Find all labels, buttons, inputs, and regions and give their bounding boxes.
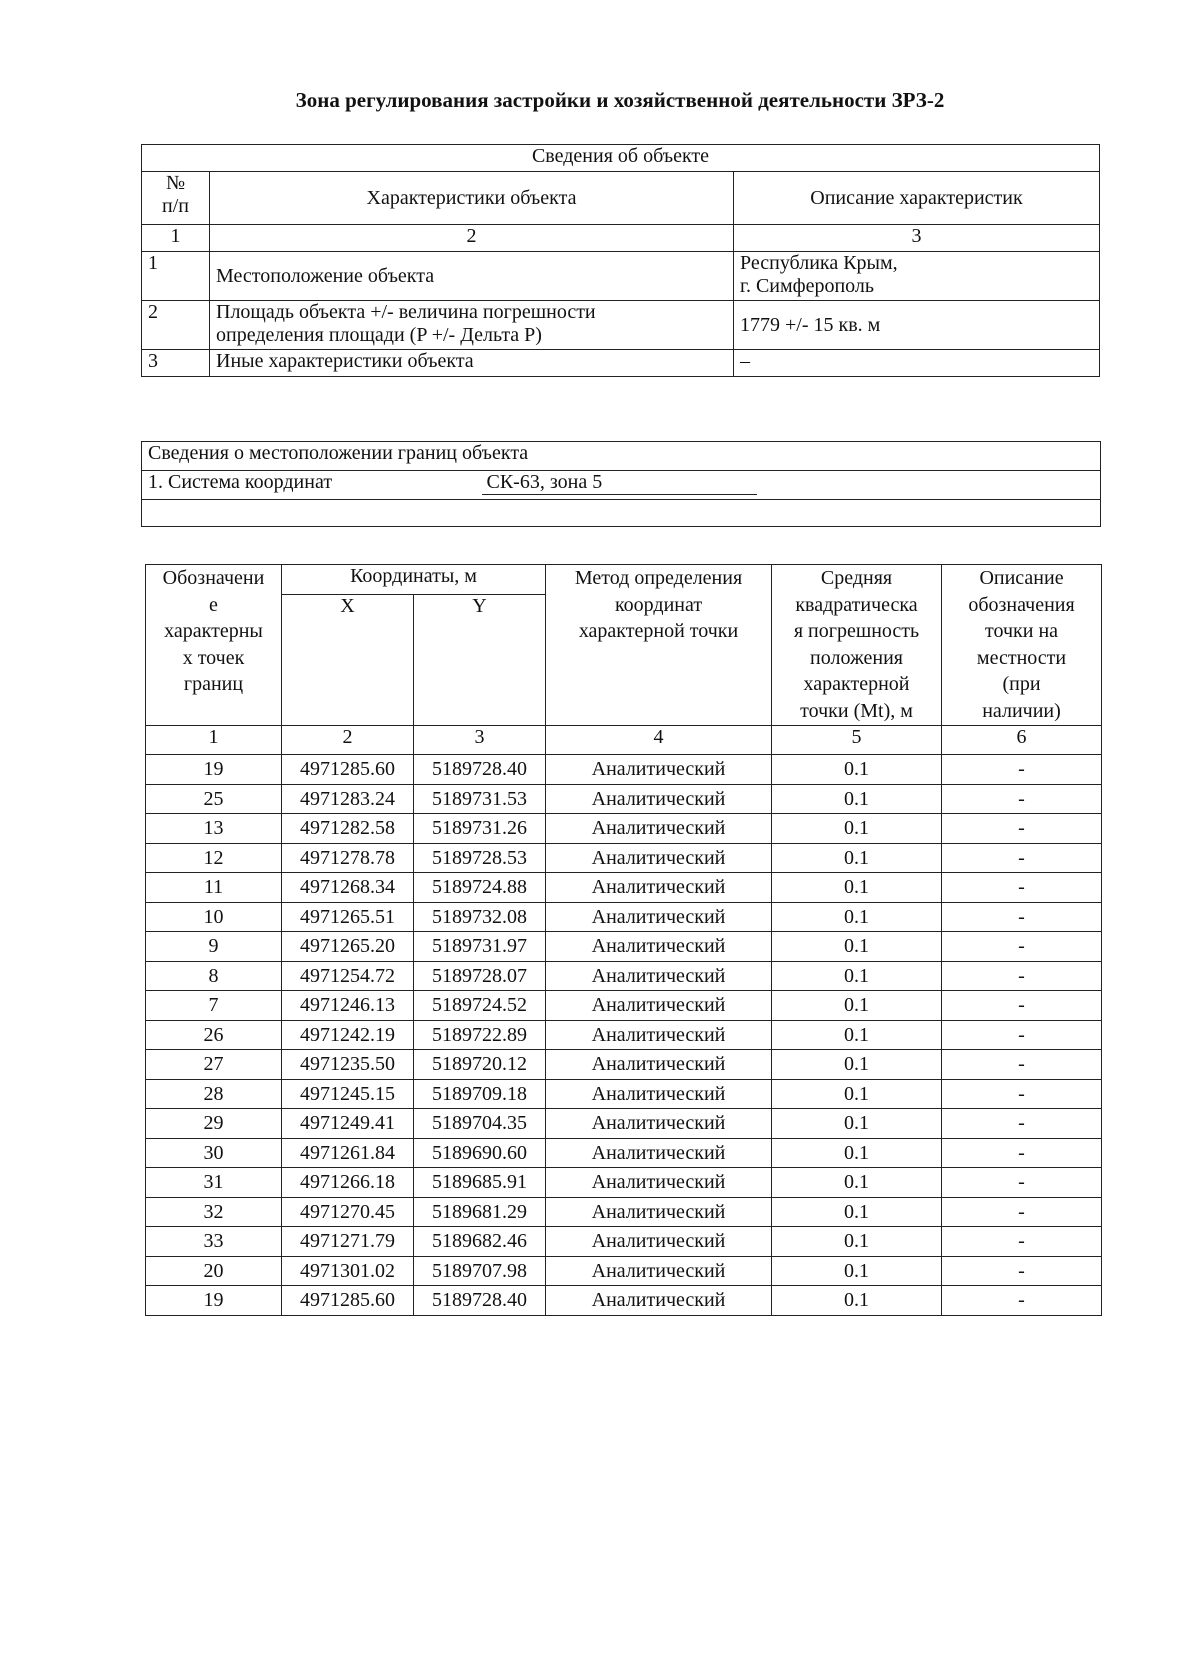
x-cell: 4971246.13 — [282, 991, 414, 1021]
point-description-cell: - — [942, 1138, 1102, 1168]
table-row — [146, 991, 1102, 1021]
accuracy-cell: 0.1 — [772, 1138, 942, 1168]
y-cell: 5189732.08 — [414, 902, 546, 932]
table-row — [146, 814, 1102, 844]
point-cell: 10 — [146, 902, 282, 932]
accuracy-cell: 0.1 — [772, 784, 942, 814]
table-row — [146, 843, 1102, 873]
point-cell: 9 — [146, 932, 282, 962]
point-cell: 13 — [146, 814, 282, 844]
point-cell: 31 — [146, 1168, 282, 1198]
method-cell: Аналитический — [546, 1197, 772, 1227]
y-cell: 5189707.98 — [414, 1256, 546, 1286]
accuracy-cell: 0.1 — [772, 873, 942, 903]
point-cell: 19 — [146, 755, 282, 785]
table-row — [146, 1197, 1102, 1227]
point-description-cell: - — [942, 991, 1102, 1021]
point-description-cell: - — [942, 1020, 1102, 1050]
accuracy-cell: 0.1 — [772, 814, 942, 844]
other-value: – — [734, 350, 1100, 377]
method-cell: Аналитический — [546, 1256, 772, 1286]
table-row — [146, 1227, 1102, 1257]
x-cell: 4971242.19 — [282, 1020, 414, 1050]
y-cell: 5189722.89 — [414, 1020, 546, 1050]
table-row — [146, 1256, 1102, 1286]
point-description-cell: - — [942, 784, 1102, 814]
area-label: Площадь объекта +/- величина погрешности определения площади (P +/- Дельта P) — [210, 301, 734, 350]
y-cell: 5189720.12 — [414, 1050, 546, 1080]
x-cell: 4971235.50 — [282, 1050, 414, 1080]
y-cell: 5189682.46 — [414, 1227, 546, 1257]
location-header: Сведения о местоположении границ объекта — [142, 442, 1101, 471]
point-description-cell: - — [942, 1197, 1102, 1227]
method-cell: Аналитический — [546, 843, 772, 873]
table-row — [146, 1109, 1102, 1139]
method-cell: Аналитический — [546, 873, 772, 903]
method-cell: Аналитический — [546, 784, 772, 814]
x-cell: 4971254.72 — [282, 961, 414, 991]
table-row: 1 Местоположение объекта Республика Крым, г. Симферополь — [142, 252, 1100, 301]
method-cell: Аналитический — [546, 932, 772, 962]
accuracy-cell: 0.1 — [772, 1197, 942, 1227]
accuracy-cell: 0.1 — [772, 1286, 942, 1316]
accuracy-cell: 0.1 — [772, 991, 942, 1021]
accuracy-cell: 0.1 — [772, 1020, 942, 1050]
x-cell: 4971266.18 — [282, 1168, 414, 1198]
coord-system-label: 1. Система координат — [142, 471, 482, 500]
x-cell: 4971285.60 — [282, 1286, 414, 1316]
y-cell: 5189724.88 — [414, 873, 546, 903]
point-description-cell: - — [942, 1050, 1102, 1080]
point-cell: 32 — [146, 1197, 282, 1227]
point-description-cell: - — [942, 961, 1102, 991]
method-header: Метод определения координат характерной точки — [546, 565, 772, 726]
point-description-cell: - — [942, 1079, 1102, 1109]
point-description-cell: - — [942, 1168, 1102, 1198]
y-cell: 5189728.07 — [414, 961, 546, 991]
object-info-table — [141, 144, 1100, 377]
accuracy-cell: 0.1 — [772, 1079, 942, 1109]
point-description-cell: - — [942, 814, 1102, 844]
point-cell: 8 — [146, 961, 282, 991]
point-cell: 30 — [146, 1138, 282, 1168]
x-header: X — [282, 594, 414, 725]
point-cell: 12 — [146, 843, 282, 873]
y-cell: 5189728.40 — [414, 1286, 546, 1316]
x-cell: 4971282.58 — [282, 814, 414, 844]
point-cell: 28 — [146, 1079, 282, 1109]
point-description-cell: - — [942, 1286, 1102, 1316]
table-row — [146, 1168, 1102, 1198]
accuracy-cell: 0.1 — [772, 755, 942, 785]
point-cell: 19 — [146, 1286, 282, 1316]
x-cell: 4971268.34 — [282, 873, 414, 903]
index-row: 1 2 3 — [142, 225, 1100, 252]
point-cell: 26 — [146, 1020, 282, 1050]
point-description-cell: - — [942, 1227, 1102, 1257]
point-description-cell: - — [942, 902, 1102, 932]
x-cell: 4971301.02 — [282, 1256, 414, 1286]
table-row — [146, 1079, 1102, 1109]
accuracy-cell: 0.1 — [772, 843, 942, 873]
table-row — [146, 902, 1102, 932]
y-cell: 5189704.35 — [414, 1109, 546, 1139]
method-cell: Аналитический — [546, 1227, 772, 1257]
x-cell: 4971270.45 — [282, 1197, 414, 1227]
x-cell: 4971249.41 — [282, 1109, 414, 1139]
method-cell: Аналитический — [546, 814, 772, 844]
accuracy-header: Средняя квадратическа я погрешность положения характерной точки (Mt), м — [772, 565, 942, 726]
designation-header: Обозначени е характерны х точек границ — [146, 565, 282, 726]
y-header: Y — [414, 594, 546, 725]
y-cell: 5189724.52 — [414, 991, 546, 1021]
location-value: Республика Крым, г. Симферополь — [734, 252, 1100, 301]
accuracy-cell: 0.1 — [772, 902, 942, 932]
accuracy-cell: 0.1 — [772, 961, 942, 991]
x-cell: 4971283.24 — [282, 784, 414, 814]
method-cell: Аналитический — [546, 1050, 772, 1080]
col-desc-header: Описание характеристик — [734, 172, 1100, 225]
method-cell: Аналитический — [546, 1020, 772, 1050]
y-cell: 5189690.60 — [414, 1138, 546, 1168]
table-row — [146, 755, 1102, 785]
coordinates-header: Координаты, м — [282, 565, 546, 595]
method-cell: Аналитический — [546, 1286, 772, 1316]
table-row — [146, 1020, 1102, 1050]
other-label: Иные характеристики объекта — [210, 350, 734, 377]
y-cell: 5189681.29 — [414, 1197, 546, 1227]
point-cell: 27 — [146, 1050, 282, 1080]
table-row: 2 Площадь объекта +/- величина погрешности определения площади (P +/- Дельта P) 1779 +/- 15 кв. м — [142, 301, 1100, 350]
table-row — [146, 873, 1102, 903]
point-cell: 20 — [146, 1256, 282, 1286]
points-table — [145, 564, 1102, 1316]
method-cell: Аналитический — [546, 1138, 772, 1168]
point-description-cell: - — [942, 1256, 1102, 1286]
x-cell: 4971261.84 — [282, 1138, 414, 1168]
table-row — [146, 932, 1102, 962]
method-cell: Аналитический — [546, 902, 772, 932]
location-table — [141, 441, 1101, 527]
point-cell: 11 — [146, 873, 282, 903]
table-row — [146, 1286, 1102, 1316]
accuracy-cell: 0.1 — [772, 1256, 942, 1286]
y-cell: 5189731.26 — [414, 814, 546, 844]
point-cell: 7 — [146, 991, 282, 1021]
y-cell: 5189731.53 — [414, 784, 546, 814]
point-description-cell: - — [942, 873, 1102, 903]
x-cell: 4971278.78 — [282, 843, 414, 873]
y-cell: 5189685.91 — [414, 1168, 546, 1198]
table-row — [146, 1138, 1102, 1168]
col-num-header: № п/п — [142, 172, 210, 225]
table-row: 3 Иные характеристики объекта – — [142, 350, 1100, 377]
method-cell: Аналитический — [546, 1109, 772, 1139]
point-cell: 33 — [146, 1227, 282, 1257]
point-description-cell: - — [942, 755, 1102, 785]
point-description-cell: - — [942, 1109, 1102, 1139]
y-cell: 5189728.53 — [414, 843, 546, 873]
table-row — [146, 961, 1102, 991]
method-cell: Аналитический — [546, 755, 772, 785]
point-description-cell: - — [942, 843, 1102, 873]
point-cell: 25 — [146, 784, 282, 814]
col-char-header: Характеристики объекта — [210, 172, 734, 225]
point-description-header: Описание обозначения точки на местности (при наличии) — [942, 565, 1102, 726]
point-cell: 29 — [146, 1109, 282, 1139]
blank-row — [142, 500, 1101, 527]
method-cell: Аналитический — [546, 961, 772, 991]
x-cell: 4971245.15 — [282, 1079, 414, 1109]
y-cell: 5189731.97 — [414, 932, 546, 962]
method-cell: Аналитический — [546, 991, 772, 1021]
accuracy-cell: 0.1 — [772, 1168, 942, 1198]
x-cell: 4971271.79 — [282, 1227, 414, 1257]
coord-system-value: СК-63, зона 5 — [482, 471, 1101, 500]
x-cell: 4971265.20 — [282, 932, 414, 962]
table-row — [146, 784, 1102, 814]
index-row: 1 2 3 4 5 6 — [146, 726, 1102, 755]
area-value: 1779 +/- 15 кв. м — [734, 301, 1100, 350]
table-row — [146, 1050, 1102, 1080]
accuracy-cell: 0.1 — [772, 1227, 942, 1257]
accuracy-cell: 0.1 — [772, 1109, 942, 1139]
y-cell: 5189728.40 — [414, 755, 546, 785]
x-cell: 4971265.51 — [282, 902, 414, 932]
object-info-header: Сведения об объекте — [142, 145, 1100, 172]
method-cell: Аналитический — [546, 1079, 772, 1109]
point-description-cell: - — [942, 932, 1102, 962]
y-cell: 5189709.18 — [414, 1079, 546, 1109]
accuracy-cell: 0.1 — [772, 932, 942, 962]
x-cell: 4971285.60 — [282, 755, 414, 785]
accuracy-cell: 0.1 — [772, 1050, 942, 1080]
document-title: Зона регулирования застройки и хозяйственной деятельности ЗРЗ-2 — [295, 88, 945, 112]
method-cell: Аналитический — [546, 1168, 772, 1198]
location-label: Местоположение объекта — [210, 252, 734, 301]
